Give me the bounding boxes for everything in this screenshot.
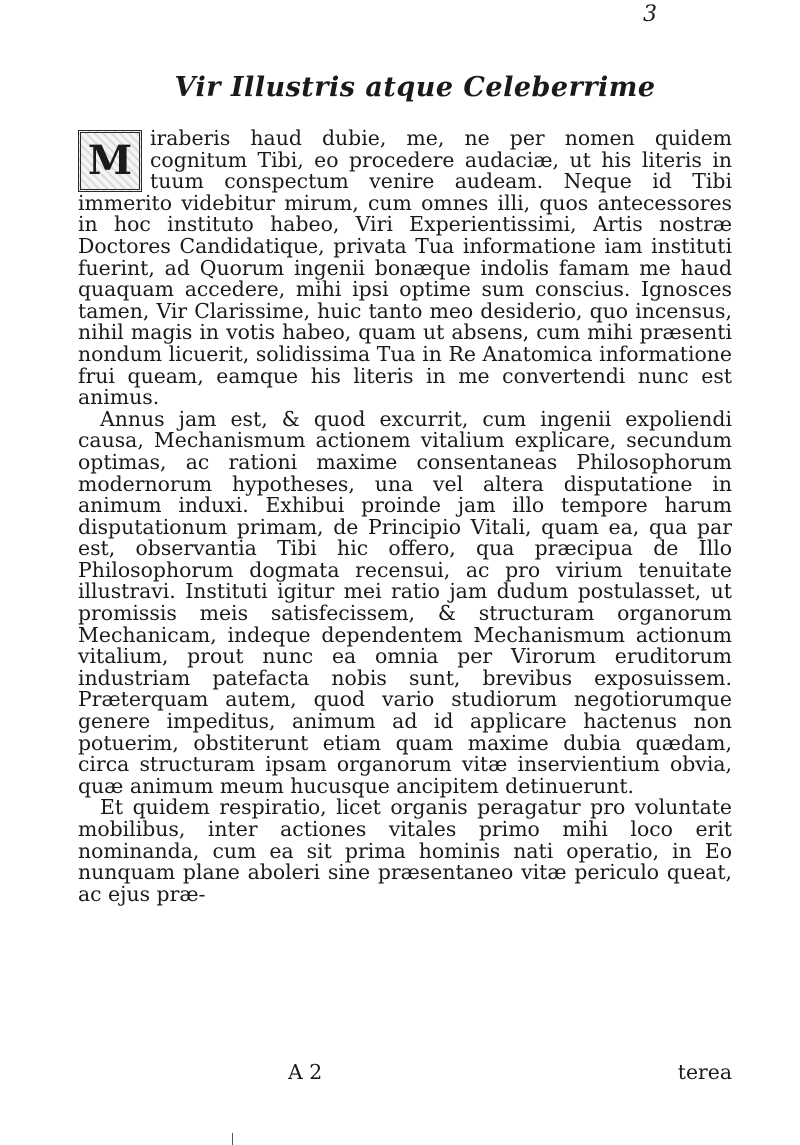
margin-mark (232, 1133, 237, 1145)
paragraph-3: Et quidem respiratio, licet organis peragatur pro voluntate mobilibus, inter actiones vitales primo mihi loco erit nominanda, cum ea sit prima hominis nati operatio, in Eo nunquam plane aboleri sine præsentaneo vitæ periculo queat, ac ejus præ- (78, 795, 732, 906)
paragraph-1-text: iraberis haud dubie, me, ne per nomen quidem cognitum Tibi, eo procedere audaciæ, ut his literis in tuum conspectum venire audeam. Neque id Tibi immerito videbitur mirum, cum omnes illi, quos antecessores in hoc instituto habeo, Viri Experientissimi, Artis nostræ Doctores Candidatique, privata Tua informatione iam instituti fuerint, ad Quorum ingenii bonæque indolis famam me haud quaquam accedere, mihi ipsi optime sum conscius. Ignosces tamen, Vir Clarissime, huic tanto meo desiderio, quo incensus, nihil magis in votis habeo, quam ut absens, cum mihi præsenti nondum licuerit, solidissima Tua in Re Anatomica informatione frui queam, eamque his literis in me convertendi nunc est animus. (78, 126, 732, 410)
page-footer (78, 1060, 732, 1084)
signature-mark: A 2 (288, 1060, 323, 1084)
running-title: Vir Illustris atque Celeberrime (174, 72, 656, 103)
body-text (78, 128, 732, 905)
catchword: terea (677, 1060, 732, 1084)
paragraph-2: Annus jam est, & quod excurrit, cum ingenii expoliendi causa, Mechanismum actionem vitalium explicare, secundum optimas, ac rationi maxime consentaneas Philosophorum modernorum hypotheses, una vel altera disputatione in animum induxi. Exhibui proinde jam illo tempore harum disputationum primam, de Principio Vitali, quam ea, qua par est, observantia Tibi hic offero, qua præcipua de Illo Philosophorum dogmata recensui, ac pro virium tenuitate illustravi. Instituti igitur mei ratio jam dudum postulasset, ut promissis meis satisfecissem, & structuram organorum Mechanicam, indeque dependentem Mechanismum actionum vitalium, prout nunc ea omnia per Virorum eruditorum industriam patefacta nobis sunt, brevibus exposuissem. Præterquam autem, quod vario studiorum negotiorumque genere impeditus, animum ad id applicare hactenus non potuerim, obstiterunt etiam quam maxime dubia quædam, circa structuram ipsam organorum vitæ inservientium obvia, quæ animum meum hucusque ancipitem detinuerunt. (78, 406, 732, 798)
paragraph-1 (78, 128, 732, 409)
decorated-initial: M (78, 130, 142, 192)
page-number: 3 (643, 2, 657, 27)
